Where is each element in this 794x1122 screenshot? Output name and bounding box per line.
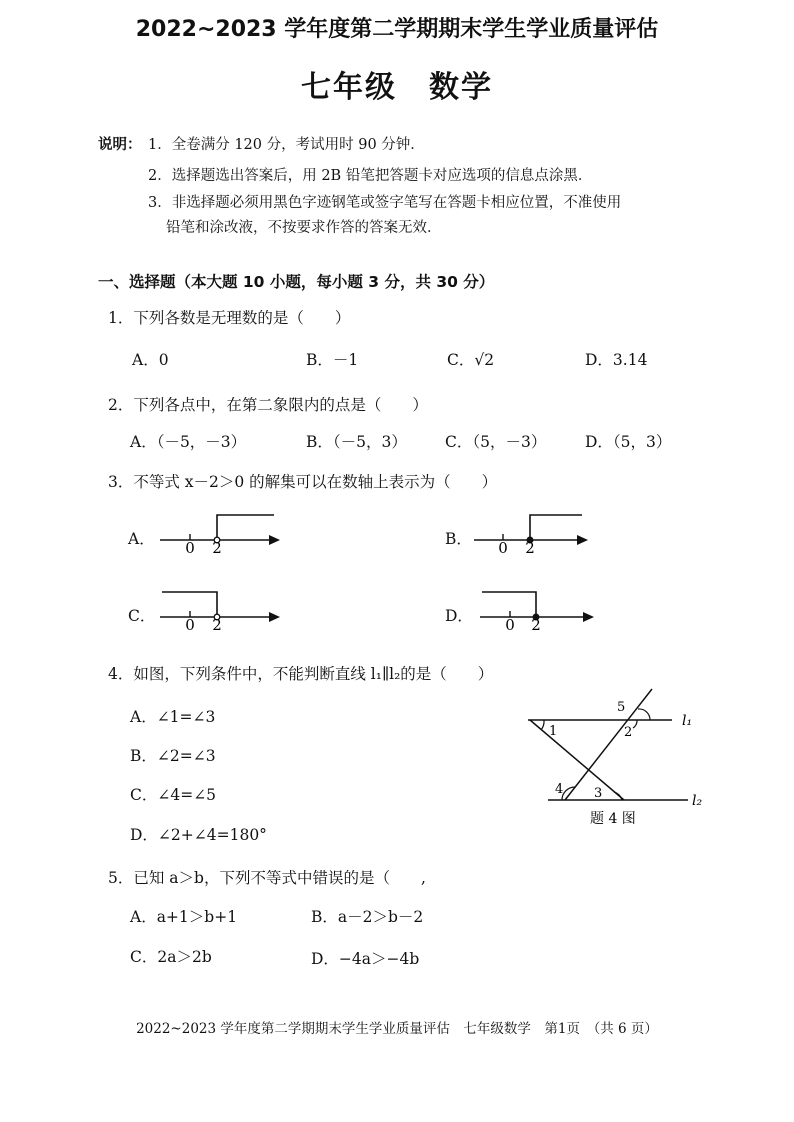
exam-title: 2022~2023 学年度第二学期期末学生学业质量评估 xyxy=(135,17,659,42)
angle-label-2: 2 xyxy=(624,725,633,740)
question-5-stem: 5．已知 a＞b，下列不等式中错误的是（ , xyxy=(108,869,426,887)
question-2-option-b: B．（－5，3） xyxy=(306,433,407,451)
angle-label-3: 3 xyxy=(594,786,603,801)
axis-label-zero: 0 xyxy=(505,616,515,630)
question-1-option-d: D．3.14 xyxy=(585,351,648,369)
question-2-option-d: D．（5，3） xyxy=(585,433,672,451)
question-2-stem: 2．下列各点中，在第二象限内的点是（ ） xyxy=(108,396,428,414)
axis-label-two: 2 xyxy=(525,539,535,553)
axis-label-zero: 0 xyxy=(498,539,508,553)
axis-label-two: 2 xyxy=(531,616,541,630)
question-2-option-c: C．（5，－3） xyxy=(445,433,547,451)
question-5-option-b: B．a－2＞b－2 xyxy=(311,908,424,926)
question-5-option-a: A．a+1＞b+1 xyxy=(130,908,238,926)
axis-label-two: 2 xyxy=(212,539,222,553)
subject-title: 七年级 数学 xyxy=(301,70,493,105)
instruction-1: 1．全卷满分 120 分，考试用时 90 分钟． xyxy=(148,137,425,153)
angle-label-1: 1 xyxy=(549,724,558,739)
figure-caption: 题 4 图 xyxy=(590,811,636,827)
question-1-option-b: B．－1 xyxy=(306,351,359,369)
question-5-option-c: C．2a＞2b xyxy=(130,948,212,966)
question-1-option-a: A．0 xyxy=(132,351,169,369)
line-label-l2: l₂ xyxy=(692,793,703,809)
question-4-option-b: B．∠2=∠3 xyxy=(130,747,216,765)
instruction-2: 2．选择题选出答案后，用 2B 铅笔把答题卡对应选项的信息点涂黑． xyxy=(148,168,593,184)
parallel-lines-figure xyxy=(512,685,712,830)
question-4-option-c: C．∠4=∠5 xyxy=(130,786,217,804)
question-3-option-b: B． xyxy=(445,530,472,548)
number-line-c xyxy=(156,582,286,630)
question-5-option-d: D．−4a＞−4b xyxy=(311,950,420,968)
question-1-option-c: C．√2 xyxy=(447,351,495,369)
axis-label-two: 2 xyxy=(212,616,222,630)
axis-label-zero: 0 xyxy=(185,539,195,553)
line-label-l1: l₁ xyxy=(682,713,693,729)
section-title: 一、选择题（本大题 10 小题，每小题 3 分，共 30 分） xyxy=(98,273,495,291)
angle-label-4: 4 xyxy=(555,782,564,797)
number-line-b xyxy=(470,505,595,553)
instruction-3: 3．非选择题必须用黑色字迹钢笔或签字笔写在答题卡相应位置，不准使用 xyxy=(148,195,622,211)
question-3-option-c: C． xyxy=(128,607,156,625)
angle-label-5: 5 xyxy=(617,700,626,715)
number-line-d xyxy=(476,582,601,630)
instruction-3-cont: 铅笔和涂改液，不按要求作答的答案无效． xyxy=(166,220,442,236)
question-4-stem: 4．如图，下列条件中，不能判断直线 l₁∥l₂的是（ ） xyxy=(108,665,494,683)
question-3-stem: 3．不等式 x－2＞0 的解集可以在数轴上表示为（ ） xyxy=(108,473,498,491)
question-4-option-a: A．∠1=∠3 xyxy=(130,708,216,726)
number-line-a xyxy=(156,505,286,553)
question-3-option-a: A． xyxy=(128,530,155,548)
question-3-option-d: D． xyxy=(445,607,473,625)
instructions-label: 说明： xyxy=(98,136,142,153)
page-footer: 2022~2023 学年度第二学期期末学生学业质量评估 七年级数学 第1页 （共 6 页） xyxy=(136,1021,658,1037)
axis-label-zero: 0 xyxy=(185,616,195,630)
question-4-option-d: D．∠2+∠4=180° xyxy=(130,826,267,844)
question-2-option-a: A．（－5，－3） xyxy=(130,433,247,451)
question-1-stem: 1．下列各数是无理数的是（ ） xyxy=(108,309,351,327)
